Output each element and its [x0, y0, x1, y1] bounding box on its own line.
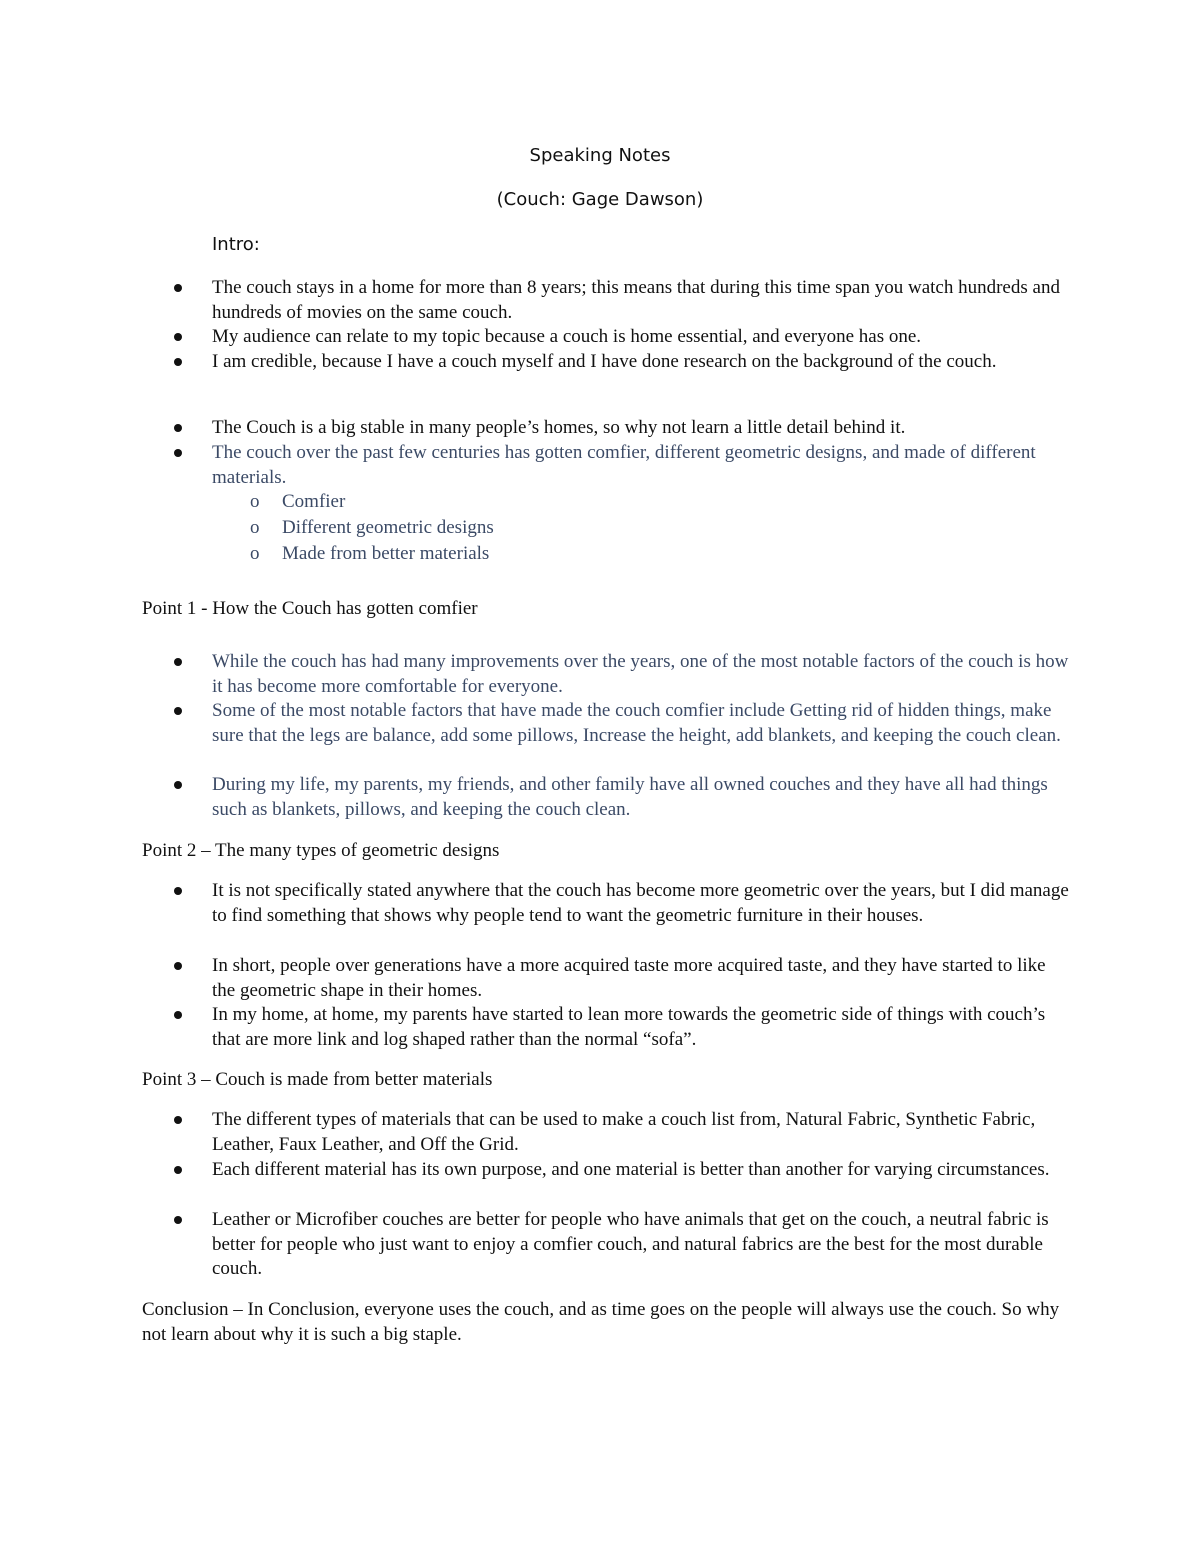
point1-bullet-1: While the couch has had many improvements over the years, one of the most notable factors of the couch is how it has become more comfortable for everyone. — [212, 651, 1069, 697]
bullet-icon — [172, 879, 184, 891]
document-subtitle: (Couch: Gage Dawson) — [496, 189, 704, 210]
bullet-icon — [172, 1158, 184, 1170]
bullet-icon — [172, 1208, 184, 1220]
bullet-icon — [172, 1108, 184, 1120]
sub-point-geometric: Different geometric designs — [282, 517, 494, 538]
bullet-icon — [172, 699, 184, 711]
point1-bullet-2: Some of the most notable factors that have made the couch comfier include Getting rid of hidden things, make sure that the legs are balance, add some pillows, Increase the height, add blankets, and keeping the couch clean. — [212, 700, 1061, 746]
intro-bullet-3: I am credible, because I have a couch myself and I have done research on the background of the couch. — [212, 351, 997, 372]
intro-bullet-1: The couch stays in a home for more than 8 years; this means that during this time span you watch hundreds and hundreds of movies on the same couch. — [212, 277, 1060, 323]
bullet-icon — [172, 441, 184, 453]
bullet-icon — [172, 350, 184, 362]
intro-bullet-5: The couch over the past few centuries has gotten comfier, different geometric designs, and made of different materials. — [212, 442, 1036, 488]
sub-bullet-marker: o — [250, 543, 260, 564]
bullet-icon — [172, 650, 184, 662]
point3-heading: Point 3 – Couch is made from better materials — [142, 1069, 493, 1090]
point3-bullet-1: The different types of materials that can be used to make a couch list from, Natural Fabric, Synthetic Fabric, Leather, Faux Leather, and Off the Grid. — [212, 1109, 1036, 1155]
bullet-icon — [172, 276, 184, 288]
intro-bullet-4: The Couch is a big stable in many people’s homes, so why not learn a little detail behind it. — [212, 417, 906, 438]
point3-bullet-2: Each different material has its own purpose, and one material is better than another for varying circumstances. — [212, 1159, 1050, 1180]
sub-point-comfier: Comfier — [282, 491, 346, 512]
sub-bullet-marker: o — [250, 517, 260, 538]
bullet-icon — [172, 325, 184, 337]
bullet-icon — [172, 1003, 184, 1015]
point2-bullet-3: In my home, at home, my parents have started to lean more towards the geometric side of things with couch’s that are more link and log shaped rather than the normal “sofa”. — [212, 1004, 1046, 1050]
point2-bullet-2: In short, people over generations have a more acquired taste more acquired taste, and they have started to like the geometric shape in their homes. — [212, 955, 1046, 1001]
point1-bullet-3: During my life, my parents, my friends, and other family have all owned couches and they have all had things such as blankets, pillows, and keeping the couch clean. — [212, 774, 1048, 820]
point1-heading: Point 1 - How the Couch has gotten comfier — [142, 598, 478, 619]
intro-label: Intro: — [212, 234, 260, 255]
bullet-icon — [172, 954, 184, 966]
sub-bullet-marker: o — [250, 491, 260, 512]
point2-bullet-1: It is not specifically stated anywhere that the couch has become more geometric over the years, but I did manage to find something that shows why people tend to want the geometric furniture in their houses. — [212, 880, 1069, 926]
intro-bullet-2: My audience can relate to my topic because a couch is home essential, and everyone has one. — [212, 326, 922, 347]
bullet-icon — [172, 773, 184, 785]
bullet-icon — [172, 416, 184, 428]
conclusion-paragraph: Conclusion – In Conclusion, everyone uses the couch, and as time goes on the people will always use the couch. So why not learn about why it is such a big staple. — [142, 1299, 1060, 1345]
point3-bullet-3: Leather or Microfiber couches are better for people who have animals that get on the couch, a neutral fabric is better for people who just want to enjoy a comfier couch, and natural fabrics are the best for the most durable couch. — [212, 1209, 1049, 1279]
sub-point-materials: Made from better materials — [282, 543, 490, 564]
document-title: Speaking Notes — [529, 145, 671, 166]
point2-heading: Point 2 – The many types of geometric designs — [142, 840, 500, 861]
